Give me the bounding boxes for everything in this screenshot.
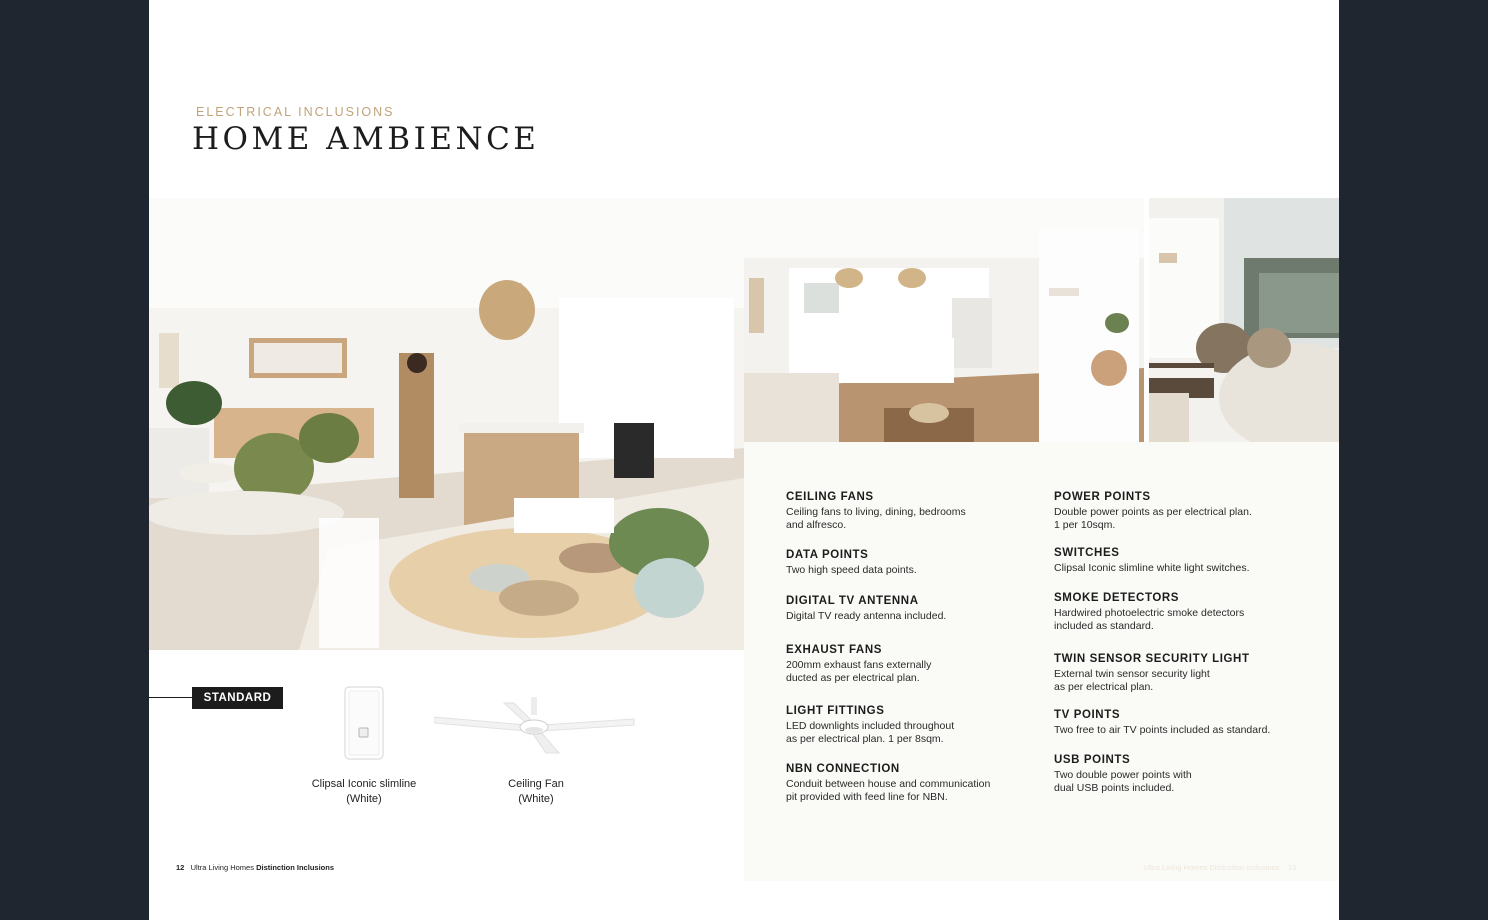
spec-description bbox=[786, 564, 1026, 577]
lounge-room-photo bbox=[1149, 198, 1339, 442]
page-number-right: 13 bbox=[1287, 863, 1297, 872]
spec-heading: DATA POINTS bbox=[786, 549, 869, 561]
spec-twin-sensor-security-light bbox=[1054, 653, 1294, 694]
spec-exhaust-fans bbox=[786, 644, 1026, 685]
spec-line: Two double power points with bbox=[1054, 769, 1192, 781]
spec-line: 1 per 10sqm. bbox=[1054, 519, 1116, 531]
spec-description bbox=[786, 659, 1026, 685]
spec-line: Two free to air TV points included as standard. bbox=[1054, 724, 1271, 736]
spec-description bbox=[1054, 724, 1294, 737]
spec-description bbox=[786, 610, 1026, 623]
spec-digital-tv-antenna bbox=[786, 595, 1026, 623]
spec-heading: LIGHT FITTINGS bbox=[786, 705, 885, 717]
spec-heading: SWITCHES bbox=[1054, 547, 1120, 559]
brochure-page bbox=[149, 0, 1339, 920]
spec-line: Hardwired photoelectric smoke detectors bbox=[1054, 607, 1245, 619]
page-title: HOME AMBIENCE bbox=[192, 121, 540, 157]
spec-data-points bbox=[786, 549, 1026, 577]
spec-line: as per electrical plan. bbox=[1054, 681, 1154, 693]
spec-heading: NBN CONNECTION bbox=[786, 763, 900, 775]
spec-light-fittings bbox=[786, 705, 1026, 746]
spec-smoke-detectors bbox=[1054, 592, 1294, 633]
spec-heading: TV POINTS bbox=[1054, 709, 1121, 721]
light-switch-caption bbox=[289, 777, 439, 807]
spec-description bbox=[1054, 668, 1294, 694]
ceiling-fan-icon bbox=[434, 695, 636, 760]
spec-heading: POWER POINTS bbox=[1054, 491, 1151, 503]
spec-heading: SMOKE DETECTORS bbox=[1054, 592, 1180, 604]
page-number-left: 12 bbox=[176, 863, 185, 872]
ceiling-fan-caption bbox=[461, 777, 611, 807]
spec-line: Two high speed data points. bbox=[786, 564, 917, 576]
spec-description bbox=[786, 720, 1026, 746]
spec-description bbox=[1054, 607, 1294, 633]
spec-heading: TWIN SENSOR SECURITY LIGHT bbox=[1054, 653, 1250, 665]
ceiling-fan-name: Ceiling Fan bbox=[508, 778, 564, 790]
footer-brand-right: Ultra Living Homes Distinction Inclusions bbox=[1144, 863, 1280, 872]
living-kitchen-photo bbox=[149, 198, 744, 650]
spec-line: 200mm exhaust fans externally bbox=[786, 659, 932, 671]
spec-line: and alfresco. bbox=[786, 519, 847, 531]
light-switch-icon bbox=[342, 684, 386, 767]
spec-tv-points bbox=[1054, 709, 1294, 737]
spec-switches bbox=[1054, 547, 1294, 575]
footer-doc-title-left: Distinction Inclusions bbox=[256, 863, 334, 872]
spec-line: Conduit between house and communication bbox=[786, 778, 991, 790]
spec-description bbox=[786, 506, 1026, 532]
footer-brand-left: Ultra Living Homes bbox=[190, 863, 254, 872]
spec-line: External twin sensor security light bbox=[1054, 668, 1210, 680]
spec-line: included as standard. bbox=[1054, 620, 1154, 632]
spec-line: Ceiling fans to living, dining, bedrooms bbox=[786, 506, 966, 518]
spec-heading: EXHAUST FANS bbox=[786, 644, 883, 656]
spec-line: as per electrical plan. 1 per 8sqm. bbox=[786, 733, 944, 745]
standard-badge: STANDARD bbox=[192, 687, 283, 709]
section-eyebrow: ELECTRICAL INCLUSIONS bbox=[196, 105, 395, 119]
spec-usb-points bbox=[1054, 754, 1294, 795]
ceiling-fan-colour: (White) bbox=[518, 793, 554, 805]
spec-line: ducted as per electrical plan. bbox=[786, 672, 920, 684]
standard-rule bbox=[149, 697, 193, 698]
spec-description bbox=[1054, 562, 1294, 575]
light-switch-name: Clipsal Iconic slimline bbox=[311, 778, 417, 790]
spec-ceiling-fans bbox=[786, 491, 1026, 532]
spec-line: Clipsal Iconic slimline white light switches. bbox=[1054, 562, 1250, 574]
footer-right bbox=[1144, 863, 1296, 872]
spec-line: dual USB points included. bbox=[1054, 782, 1175, 794]
spec-description bbox=[1054, 506, 1294, 532]
spec-description bbox=[1054, 769, 1294, 795]
spec-line: Digital TV ready antenna included. bbox=[786, 610, 947, 622]
spec-line: pit provided with feed line for NBN. bbox=[786, 791, 948, 803]
spec-heading: CEILING FANS bbox=[786, 491, 874, 503]
spec-description bbox=[786, 778, 1026, 804]
spec-heading: USB POINTS bbox=[1054, 754, 1131, 766]
open-plan-kitchen-photo bbox=[744, 198, 1144, 442]
spec-power-points bbox=[1054, 491, 1294, 532]
light-switch-colour: (White) bbox=[346, 793, 382, 805]
spec-line: Double power points as per electrical plan. bbox=[1054, 506, 1252, 518]
footer-left bbox=[176, 863, 334, 872]
spec-heading: DIGITAL TV ANTENNA bbox=[786, 595, 919, 607]
spec-line: LED downlights included throughout bbox=[786, 720, 955, 732]
spec-nbn-connection bbox=[786, 763, 1026, 804]
